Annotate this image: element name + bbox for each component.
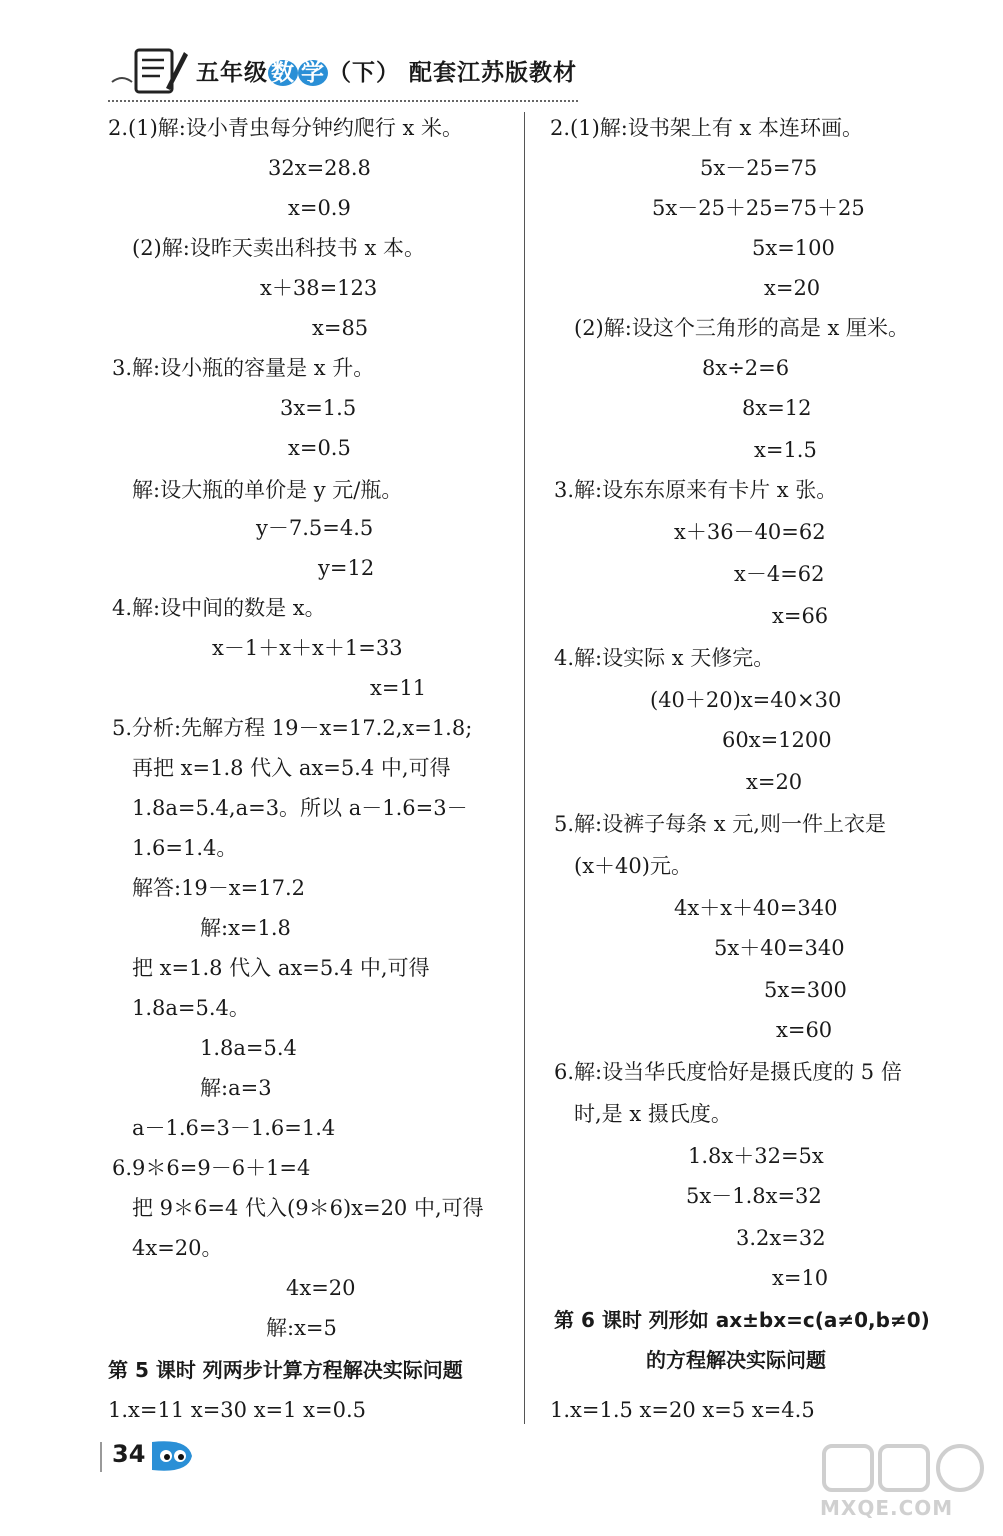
answer-line: 解:x=1.8 — [200, 916, 291, 940]
section-heading: 第 6 课时 列形如 ax±bx=c(a≠0,b≠0) — [554, 1308, 930, 1332]
watermark-text: MXQE.COM — [820, 1496, 954, 1520]
answer-line: x=10 — [772, 1266, 829, 1290]
answer-line: 6.9＊6=9－6＋1=4 — [112, 1156, 311, 1180]
answer-line: x=60 — [776, 1018, 833, 1042]
answer-line: 2.(1)解:设书架上有 x 本连环画。 — [550, 116, 864, 140]
answer-line: 1.8a=5.4,a=3。所以 a－1.6=3－ — [132, 796, 468, 820]
answer-line: 解:x=5 — [266, 1316, 337, 1340]
answer-line: 解答:19－x=17.2 — [132, 876, 305, 900]
section-heading: 第 5 课时 列两步计算方程解决实际问题 — [108, 1358, 463, 1382]
answer-line: x＋38=123 — [260, 276, 378, 300]
answer-line: 6.解:设当华氏度恰好是摄氏度的 5 倍 — [554, 1060, 902, 1084]
answer-line: y=12 — [318, 556, 375, 580]
footer-bar — [100, 1442, 102, 1472]
page-header — [108, 44, 578, 102]
answer-line: x=85 — [312, 316, 369, 340]
answer-line: 5x－25＋25=75＋25 — [652, 196, 865, 220]
answer-line: 5x－1.8x=32 — [686, 1184, 822, 1208]
answer-line: x=66 — [772, 604, 829, 628]
answer-line: x=11 — [370, 676, 427, 700]
answer-line: 5.解:设裤子每条 x 元,则一件上衣是 — [554, 812, 886, 836]
answer-line: 8x÷2=6 — [702, 356, 790, 380]
answer-line: 3.解:设东东原来有卡片 x 张。 — [554, 478, 838, 502]
answer-line: 解:设大瓶的单价是 y 元/瓶。 — [132, 478, 403, 502]
answer-line: x＋36－40=62 — [674, 520, 826, 544]
answer-line: 4.解:设实际 x 天修完。 — [554, 646, 775, 670]
answer-line: 1.8x＋32=5x — [688, 1144, 824, 1168]
answer-line: x=20 — [764, 276, 821, 300]
answer-line: 60x=1200 — [722, 728, 832, 752]
answer-line: 4x=20 — [286, 1276, 356, 1300]
answer-line: 1.6=1.4。 — [132, 836, 238, 860]
answer-line: x－1＋x＋x＋1=33 — [212, 636, 403, 660]
answer-line: 把 9＊6=4 代入(9＊6)x=20 中,可得 — [132, 1196, 484, 1220]
answer-line: x=0.5 — [288, 436, 351, 460]
answer-line: 4x＋x＋40=340 — [674, 896, 838, 920]
notebook-pencil-icon — [108, 44, 188, 100]
header-title: 五年级 数 学 （下） 配套江苏版教材 — [196, 60, 578, 86]
answer-line: 5x=300 — [764, 978, 847, 1002]
answer-line: 5x=100 — [752, 236, 835, 260]
answer-line: 5x＋40=340 — [714, 936, 845, 960]
answer-line: (40＋20)x=40×30 — [650, 688, 842, 712]
answer-line: x=1.5 — [754, 438, 817, 462]
answer-line: (2)解:设昨天卖出科技书 x 本。 — [132, 236, 426, 260]
answer-line: y－7.5=4.5 — [256, 516, 374, 540]
answer-line: (x＋40)元。 — [574, 854, 692, 878]
answer-line: x=20 — [746, 770, 803, 794]
answer-line: 1.x=11 x=30 x=1 x=0.5 — [108, 1398, 367, 1422]
answer-line: (2)解:设这个三角形的高是 x 厘米。 — [574, 316, 910, 340]
answer-line: 再把 x=1.8 代入 ax=5.4 中,可得 — [132, 756, 451, 780]
answer-line: x－4=62 — [734, 562, 825, 586]
answer-line: 3x=1.5 — [280, 396, 357, 420]
answer-line: 4x=20。 — [132, 1236, 223, 1260]
answer-line: 3.解:设小瓶的容量是 x 升。 — [112, 356, 375, 380]
answer-line: 4.解:设中间的数是 x。 — [112, 596, 326, 620]
watermark-logo-icon — [820, 1440, 990, 1496]
answer-line: 时,是 x 摄氏度。 — [574, 1102, 732, 1126]
page-number: 34 — [112, 1440, 146, 1468]
answer-line: 把 x=1.8 代入 ax=5.4 中,可得 — [132, 956, 430, 980]
answer-line: 解:a=3 — [200, 1076, 272, 1100]
header-divider — [108, 100, 578, 102]
answer-line: 5x－25=75 — [700, 156, 818, 180]
section-heading: 的方程解决实际问题 — [646, 1348, 826, 1372]
page-footer — [100, 1436, 220, 1476]
answer-line: 8x=12 — [742, 396, 812, 420]
answer-line: 32x=28.8 — [268, 156, 371, 180]
answer-line: 2.(1)解:设小青虫每分钟约爬行 x 米。 — [108, 116, 464, 140]
answer-line: 1.8a=5.4 — [200, 1036, 297, 1060]
answer-line: 5.分析:先解方程 19－x=17.2,x=1.8; — [112, 716, 473, 740]
column-divider — [524, 112, 525, 1424]
mascot-face-icon — [148, 1438, 196, 1474]
watermark — [820, 1440, 990, 1528]
answer-line: 1.8a=5.4。 — [132, 996, 250, 1020]
answer-line: a－1.6=3－1.6=1.4 — [132, 1116, 336, 1140]
answer-line: 3.2x=32 — [736, 1226, 826, 1250]
answer-line: x=0.9 — [288, 196, 351, 220]
answer-line: 1.x=1.5 x=20 x=5 x=4.5 — [550, 1398, 815, 1422]
